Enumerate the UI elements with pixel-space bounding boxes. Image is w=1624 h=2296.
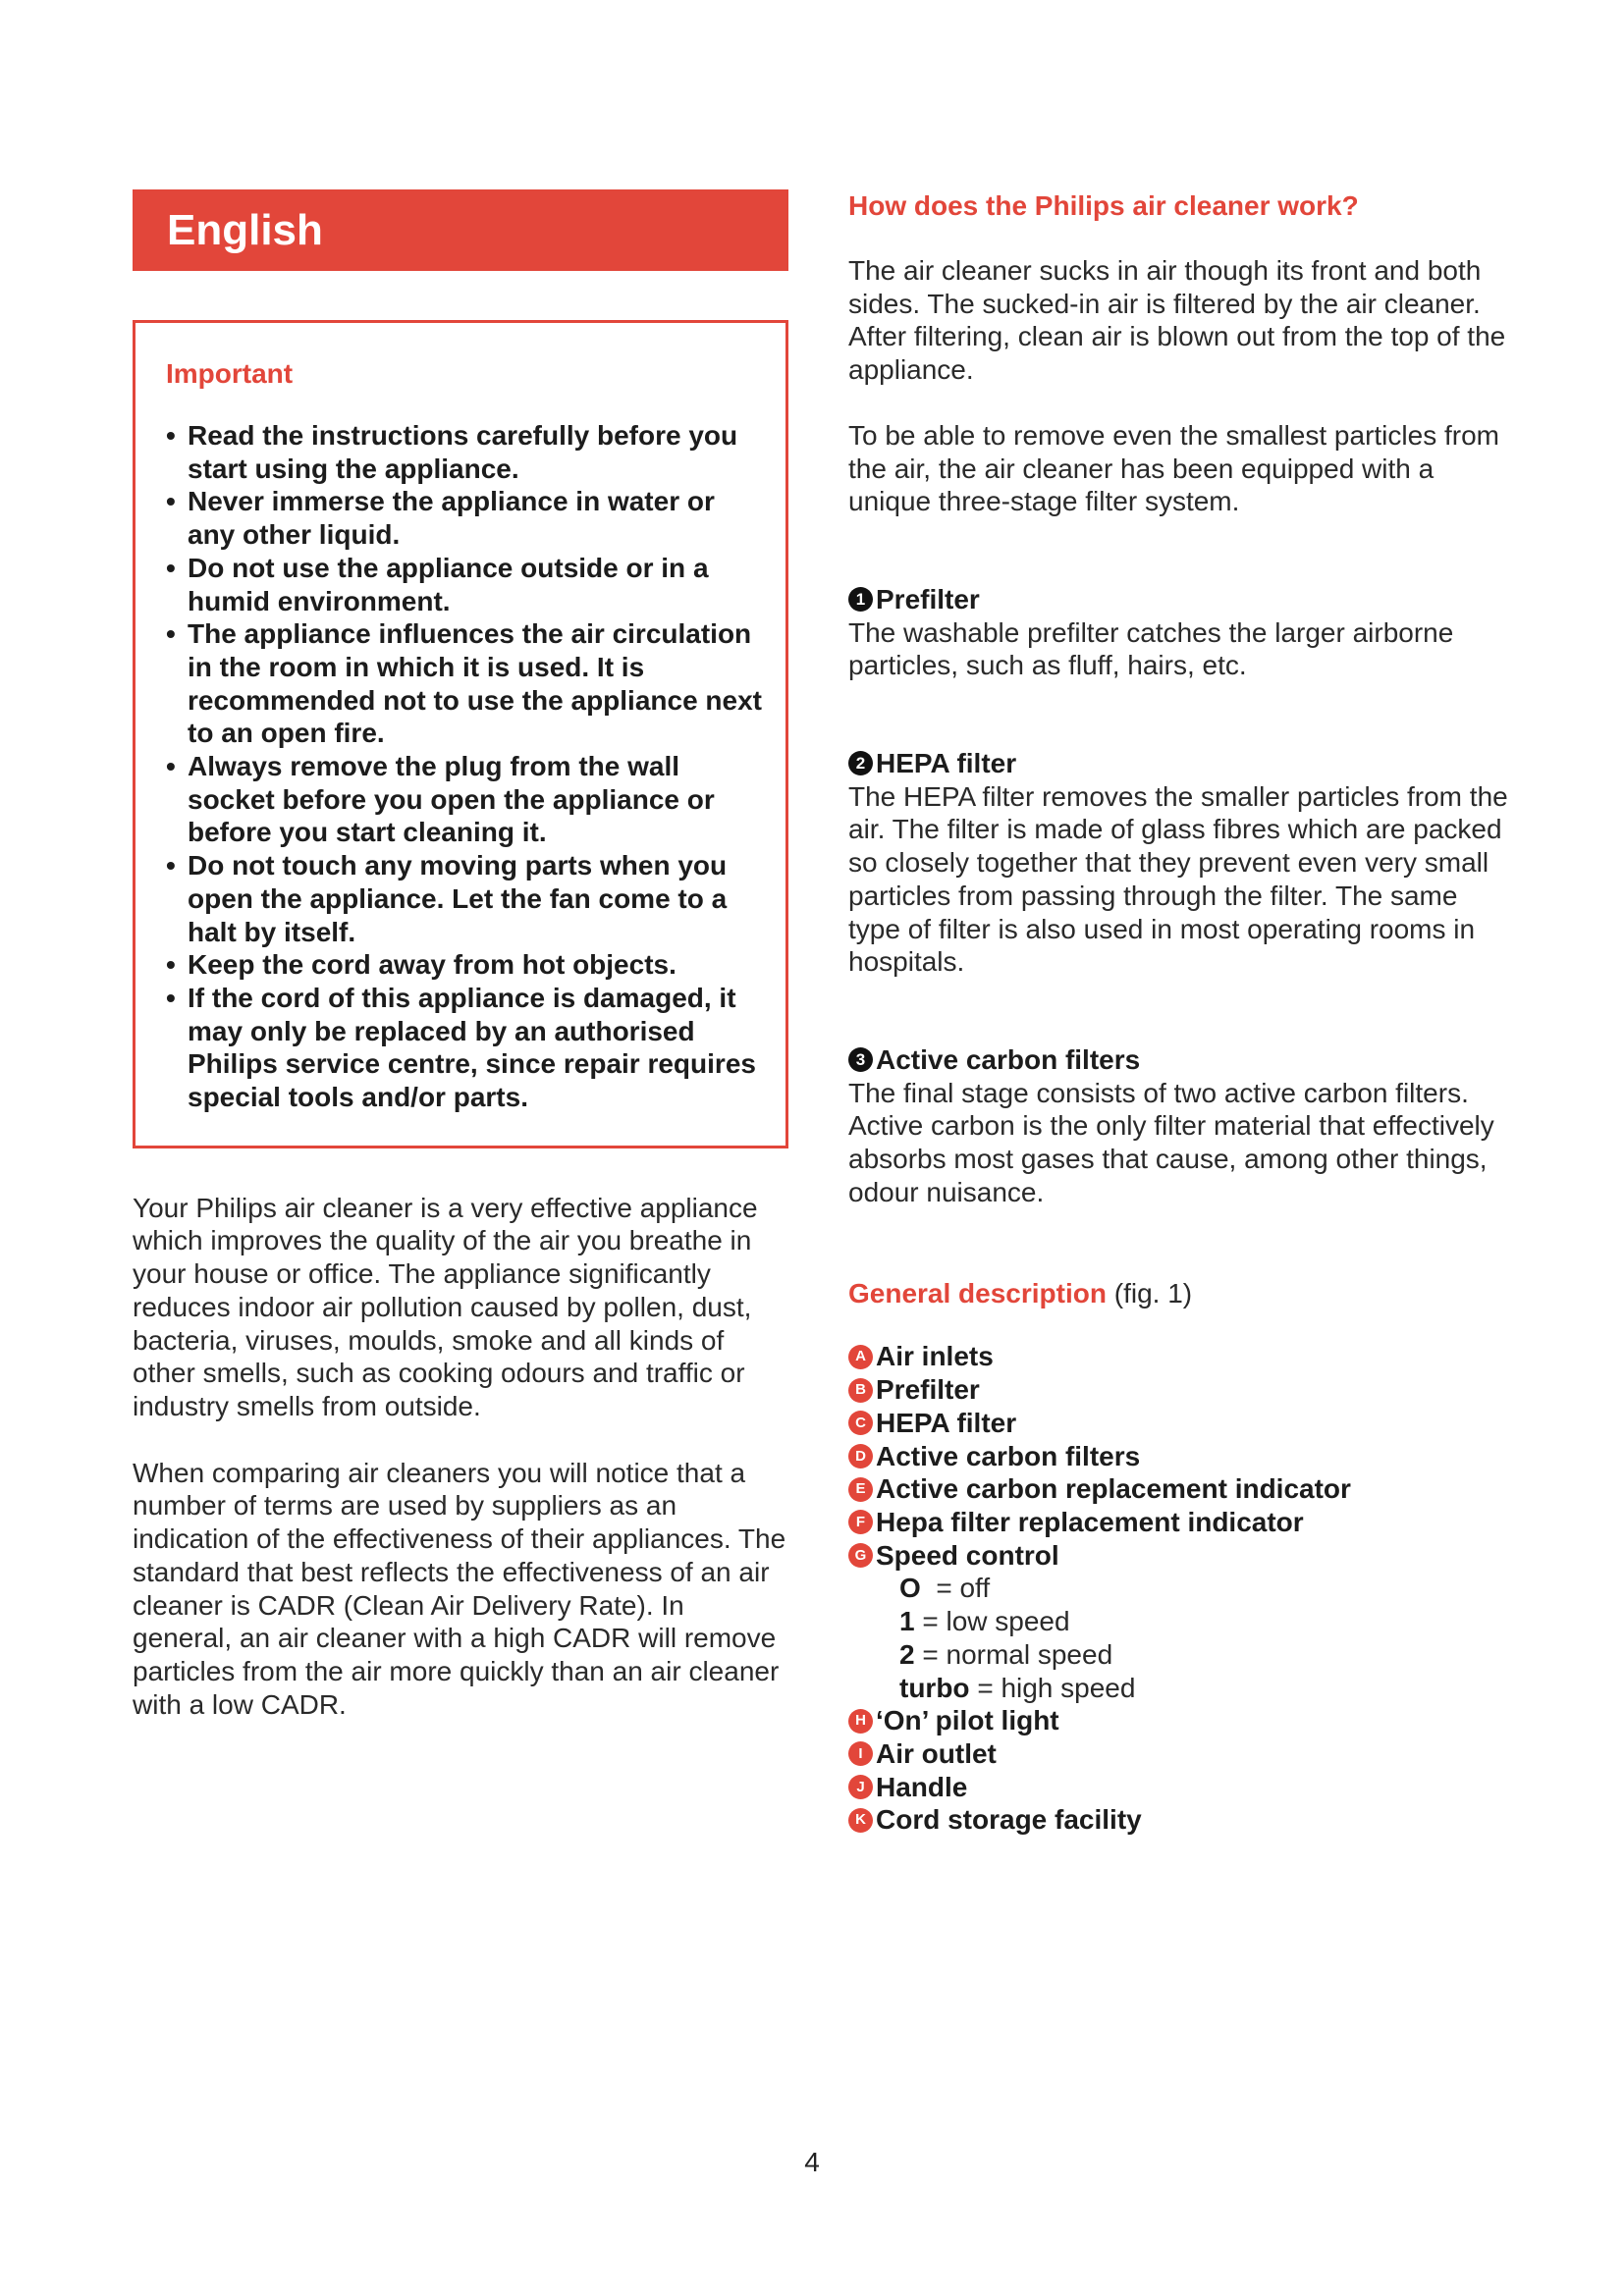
language-label: English [167,205,323,254]
filter-title: Prefilter [876,583,980,614]
intro-paragraph: Your Philips air cleaner is a very effective appliance which improves the quality of the air you breathe in your house or office. The appliance significantly reduces indoor air pollution caused by pollen, dust, bacteria, viruses, moulds, smoke and all kinds of other smells, such as cooking odours and traffic or industry smells from outside. [133,1192,758,1421]
filter-title: Active carbon filters [876,1043,1141,1075]
parts-list-continued [848,1704,1516,1837]
number-2-icon: 2 [848,751,873,775]
right-column [848,189,1516,1837]
general-description-heading: General description (fig. 1) [848,1278,1193,1309]
part-item: I Air outlet [848,1737,1516,1771]
speed-setting: 2 = normal speed [899,1638,1113,1670]
part-item: D Active carbon filters [848,1440,1516,1473]
bullet-icon: • [166,486,176,517]
filter-section-carbon [848,1043,1516,1209]
filter-description: The washable prefilter catches the larger airborne particles, such as fluff, hairs, etc. [848,616,1454,681]
how-it-works-paragraph: The air cleaner sucks in air though its front and both sides. The sucked-in air is filtered by the air cleaner. After filtering, clean air is blown out from the top of the appliance. [848,255,1506,386]
speed-settings-list [899,1572,1516,1704]
bullet-icon: • [166,751,176,782]
speed-setting: turbo = high speed [899,1672,1136,1703]
filter-description: The final stage consists of two active carbon filters. Active carbon is the only filter material that effectively absorbs most gases that cause, among other things, odour nuisance. [848,1077,1494,1207]
speed-setting: O = off [899,1573,991,1604]
bullet-icon: • [166,618,176,650]
filter-description: The HEPA filter removes the smaller particles from the air. The filter is made of glass fibres which are packed so closely together that they prevent even very small particles from passing through the filter. The same type of filter is also used in most operating rooms in hospitals. [848,780,1508,978]
bullet-icon: • [166,982,176,1013]
part-item: G Speed control [848,1539,1516,1573]
part-item: J Handle [848,1771,1516,1804]
bullet-icon: • [166,949,176,981]
filter-section-prefilter [848,583,1516,682]
letter-b-icon: B [848,1378,873,1403]
how-it-works-heading: How does the Philips air cleaner work? [848,190,1359,221]
part-item: E Active carbon replacement indicator [848,1472,1516,1506]
figure-reference: (fig. 1) [1113,1278,1193,1309]
important-title: Important [166,358,294,389]
letter-j-icon: J [848,1775,873,1799]
language-banner [133,189,788,271]
letter-h-icon: H [848,1709,873,1734]
part-item: C HEPA filter [848,1407,1516,1440]
warning-item: • Do not touch any moving parts when you open the appliance. Let the fan come to a halt by itself. [166,850,728,947]
bullet-icon: • [166,552,176,583]
part-item: H ‘On’ pilot light [848,1704,1516,1737]
letter-c-icon: C [848,1411,873,1435]
warning-item: • If the cord of this appliance is damaged, it may only be replaced by an authorised Philips service centre, since repair requires special tools and/or parts. [166,982,756,1113]
filter-system-paragraph: To be able to remove even the smallest particles from the air, the air cleaner has been equipped with a unique three-stage filter system. [848,419,1499,517]
number-1-icon: 1 [848,587,873,612]
letter-i-icon: I [848,1741,873,1766]
speed-setting: 1 = low speed [899,1606,1070,1637]
number-3-icon: 3 [848,1047,873,1072]
left-column [133,189,790,1721]
part-item: K Cord storage facility [848,1803,1516,1837]
filter-section-hepa [848,747,1516,979]
warning-item: • Always remove the plug from the wall socket before you open the appliance or before you start cleaning it. [166,751,715,848]
part-item: A Air inlets [848,1340,1516,1373]
warning-item: • Do not use the appliance outside or in a humid environment. [166,552,709,616]
letter-g-icon: G [848,1543,873,1568]
letter-k-icon: K [848,1808,873,1833]
part-item: F Hepa filter replacement indicator [848,1506,1516,1539]
cadr-paragraph: When comparing air cleaners you will notice that a number of terms are used by suppliers as an indication of the effectiveness of their appliances. The standard that best reflects the effectiveness of an air cleaner is CADR (Clean Air Delivery Rate). In general, an air cleaner with a high CADR will remove particles from the air more quickly than an air cleaner with a low CADR. [133,1457,786,1720]
warning-item: • Never immerse the appliance in water or any other liquid. [166,486,715,551]
page-number: 4 [804,2147,820,2177]
parts-list [848,1340,1516,1572]
important-notice-box [133,320,788,1148]
warning-list [166,419,762,1114]
part-item: B Prefilter [848,1373,1516,1407]
warning-item: • Read the instructions carefully before you start using the appliance. [166,420,738,484]
letter-a-icon: A [848,1345,873,1369]
filter-title: HEPA filter [876,748,1017,779]
letter-f-icon: F [848,1510,873,1534]
letter-d-icon: D [848,1444,873,1468]
bullet-icon: • [166,420,176,451]
bullet-icon: • [166,850,176,881]
warning-item: • Keep the cord away from hot objects. [166,949,677,981]
letter-e-icon: E [848,1477,873,1502]
warning-item: • The appliance influences the air circulation in the room in which it is used. It is recommended not to use the appliance next to an open fire. [166,618,763,749]
